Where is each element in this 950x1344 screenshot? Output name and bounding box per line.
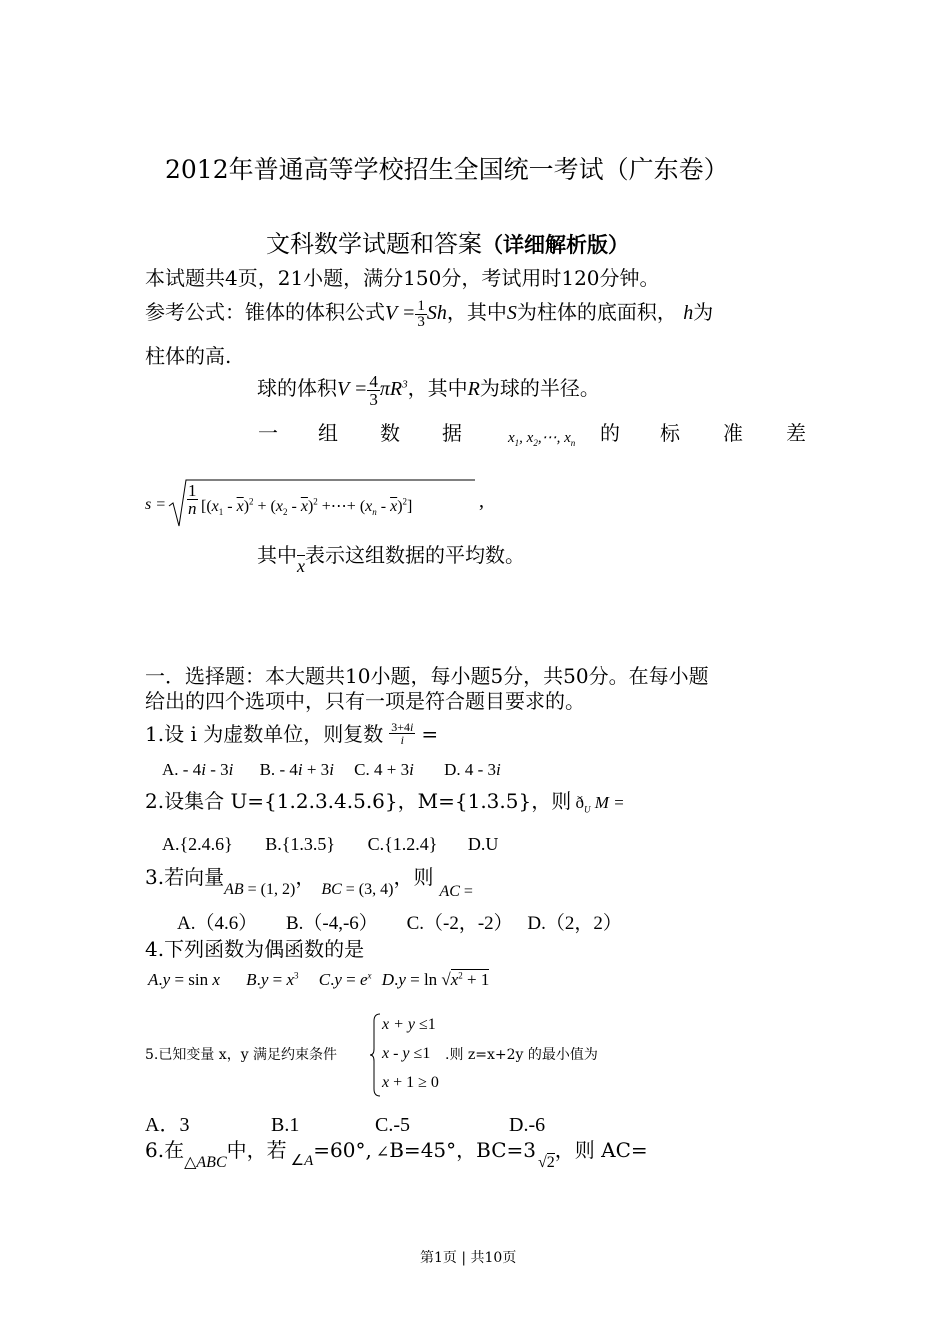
- constraint-2: x - y ≤1: [382, 1045, 431, 1062]
- constraint-1: x + y ≤1: [382, 1016, 436, 1033]
- q5-option-b: B.1: [271, 1114, 300, 1136]
- data-sequence: $x_1$, $x_2,\cdots$, $x_n$: [508, 430, 576, 448]
- intro-text: 本试题共4页，21小题，满分150分，考试用时120分钟。: [145, 266, 660, 290]
- constraint-3: x + 1 ≥ 0: [382, 1074, 439, 1091]
- q5-option-a: A．3: [145, 1114, 190, 1136]
- mean-explanation: [257, 539, 525, 576]
- q4-option-c: $C.y = e^x$: [318, 970, 372, 989]
- page-title: 2012年普通高等学校招生全国统一考试（广东卷）: [165, 155, 729, 184]
- q1-option-d-value: 4 - 3i: [464, 760, 501, 779]
- page-subtitle: [266, 224, 629, 259]
- q3-option-b: B.（-4,-6）: [285, 913, 378, 934]
- vector-bc: BC = (3, 4): [321, 881, 394, 898]
- q3-text: 3.若向量: [145, 865, 225, 889]
- formula-text-b: ，其中: [446, 300, 507, 324]
- q5-label: 5.已知变量 x，y 满足约束条件: [145, 1047, 338, 1063]
- std-char-7: 准: [723, 421, 743, 445]
- q2-option-a: A.{2.4.6}: [162, 834, 233, 854]
- question-1: [145, 718, 438, 748]
- subtitle-bold: （详细解析版）: [482, 233, 629, 257]
- q3-comma-2: ，则: [393, 865, 434, 889]
- q5-option-d: D.-6: [509, 1114, 546, 1136]
- q6-text-b: 中，若: [226, 1138, 287, 1162]
- complement-expression: $ð_U$ M =: [575, 793, 625, 815]
- q1-text: 1.设 i 为虚数单位，则复数: [145, 722, 384, 746]
- q1-option-b-label: B.: [259, 760, 276, 779]
- q5-objective-text: 则 z=x+2y 的最小值为: [449, 1047, 598, 1063]
- std-char-8: 差: [786, 421, 806, 445]
- q3-option-d: D.（2，2）: [527, 913, 622, 934]
- mean-symbol: $\overline{x}$: [297, 556, 305, 576]
- q6-text-d: B=45°，BC=3: [389, 1138, 536, 1162]
- q1-option-b-value: - 4i + 3i: [279, 760, 334, 779]
- std-char-6: 标: [660, 421, 680, 445]
- question-2: [145, 785, 625, 814]
- q1-option-c-label: C.: [354, 760, 370, 779]
- q4-options: [148, 970, 489, 990]
- mean-text-b: 表示这组数据的平均数。: [305, 543, 525, 567]
- sqrt-2: √2: [538, 1154, 555, 1171]
- formula-line-2: 柱体的高.: [145, 344, 232, 368]
- formula-text-c: 为柱体的底面积，: [516, 300, 677, 324]
- q2-options: [162, 834, 498, 855]
- q5-options: [145, 1108, 545, 1137]
- sphere-volume-line: [257, 372, 600, 408]
- q1-option-d-label: D.: [444, 760, 461, 779]
- q3-option-a: A.（4.6）: [177, 913, 258, 934]
- q4-option-b: $B.y = x^3$: [246, 970, 299, 989]
- std-char-2: 组: [318, 421, 338, 445]
- q1-fraction: $\frac{3+4i}{i}$: [391, 720, 414, 747]
- vector-ab: AB = (1, 2): [224, 881, 296, 898]
- q3-options: [177, 908, 622, 935]
- symbol-s: S: [506, 302, 517, 324]
- q2-option-d: D.U: [467, 834, 499, 854]
- page-footer: 第1页 | 共10页: [420, 1250, 517, 1266]
- cone-volume-formula: V = $\frac{1}{3}$ Sh: [385, 297, 447, 330]
- sphere-label: 球的体积: [257, 376, 337, 400]
- q6-text-e: ，则 AC=: [554, 1138, 648, 1162]
- std-char-3: 数: [380, 421, 400, 445]
- brace-icon: [369, 1013, 381, 1097]
- sphere-text-b: ，其中: [407, 376, 468, 400]
- section-heading-line-1: 一．选择题：本大题共10小题，每小题5分，共50分。在每小题: [145, 664, 709, 688]
- question-4: 4.下列函数为偶函数的是: [145, 937, 365, 961]
- q2-text: 2.设集合 U={1.2.3.4.5.6}，M={1.3.5}，则: [145, 789, 572, 813]
- q3-comma-1: ，: [295, 865, 316, 889]
- symbol-r: R: [467, 378, 480, 400]
- q1-option-a-label: A.: [162, 760, 179, 779]
- q6-text-c: =60°,: [313, 1138, 372, 1162]
- formula-line-1: [145, 296, 713, 330]
- triangle-abc: △ABC: [184, 1154, 227, 1171]
- q5-objective: .则 z=x+2y 的最小值为: [445, 1047, 598, 1063]
- q1-options: [162, 760, 501, 780]
- question-6: [145, 1134, 648, 1171]
- q6-text-a: 6.在: [145, 1138, 185, 1162]
- sphere-text-c: 为球的半径。: [479, 376, 600, 400]
- formula-label: 参考公式：锥体的体积公式: [145, 300, 385, 324]
- q2-option-b: B.{1.3.5}: [265, 834, 336, 854]
- q1-equals: =: [421, 722, 439, 746]
- q4-option-d: $D.y = \ln √x^2 + 1$: [381, 970, 490, 989]
- q5-option-c: C.-5: [375, 1114, 410, 1136]
- angle-symbol-icon: ∠: [375, 1142, 390, 1161]
- std-char-5: 的: [600, 421, 620, 445]
- std-char-1: 一: [258, 421, 278, 445]
- sphere-volume-formula: V = $\frac{4}{3}$ $\pi R^3$: [337, 371, 408, 409]
- q1-option-a-value: - 4i - 3i: [182, 760, 234, 779]
- std-char-4: 据: [442, 421, 462, 445]
- q4-option-a: A.y = sin x: [148, 970, 220, 989]
- subtitle-main: 文科数学试题和答案: [266, 230, 482, 258]
- mean-text-a: 其中: [257, 543, 297, 567]
- section-heading-line-2: 给出的四个选项中，只有一项是符合题目要求的。: [145, 689, 585, 713]
- formula-text-d: 为: [693, 300, 714, 324]
- question-3: [145, 861, 473, 900]
- vector-ac: AC =: [439, 883, 473, 900]
- q1-option-c-value: 4 + 3i: [374, 760, 414, 779]
- angle-a: ∠A: [290, 1153, 314, 1169]
- symbol-h: h: [683, 302, 694, 324]
- q3-option-c: C.（-2，-2）: [406, 913, 513, 934]
- q2-option-c: C.{1.2.4}: [367, 834, 438, 854]
